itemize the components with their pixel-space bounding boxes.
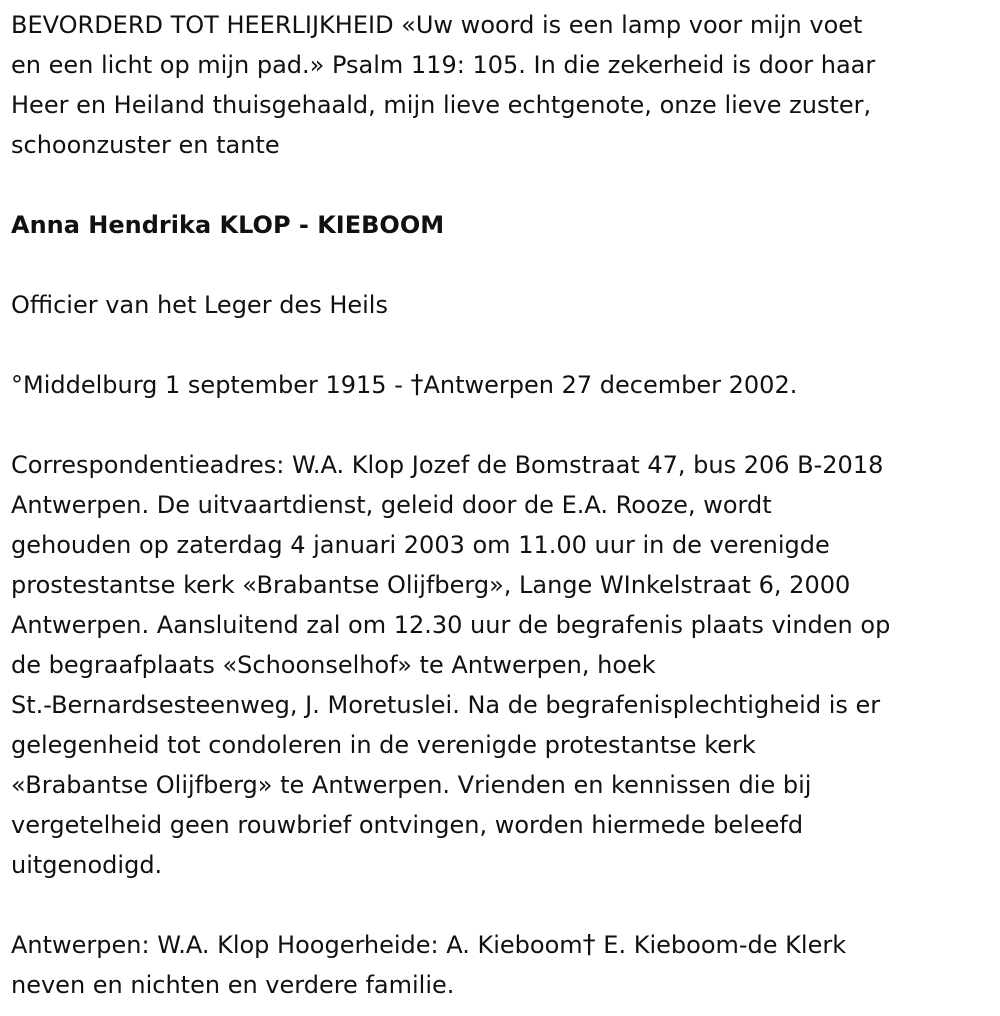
- details-line: St.-Bernardsesteenweg, J. Moretuslei. Na de begrafenisplechtigheid is er: [11, 691, 881, 719]
- death-date: Antwerpen 27 december 2002.: [423, 371, 798, 399]
- details-line: de begraafplaats «Schoonselhof» te Antwerpen, hoek: [11, 651, 656, 679]
- details-line: gehouden op zaterdag 4 januari 2003 om 11.00 uur in de verenigde: [11, 531, 830, 559]
- life-dates: [11, 365, 988, 405]
- spacer: [11, 405, 988, 445]
- intro-line: en een licht op mijn pad.» Psalm 119: 105. In die zekerheid is door haar: [11, 51, 876, 79]
- details-line: gelegenheid tot condoleren in de verenigde protestantse kerk: [11, 731, 756, 759]
- family-line: [11, 925, 988, 965]
- birth-symbol: °: [11, 371, 23, 399]
- intro-line: Heer en Heiland thuisgehaald, mijn lieve echtgenote, onze lieve zuster,: [11, 91, 872, 119]
- deceased-name: Anna Hendrika KLOP - KIEBOOM: [11, 211, 445, 239]
- details-line: Correspondentieadres: W.A. Klop Jozef de Bomstraat 47, bus 206 B-2018: [11, 451, 884, 479]
- family-line: neven en nichten en verdere familie.: [11, 971, 455, 999]
- details-line: vergetelheid geen rouwbrief ontvingen, worden hiermede beleefd: [11, 811, 804, 839]
- spacer: [11, 245, 988, 285]
- details-line: Antwerpen. Aansluitend zal om 12.30 uur de begrafenis plaats vinden op: [11, 611, 891, 639]
- birth-date: Middelburg 1 september 1915 -: [23, 371, 411, 399]
- cross-icon: †: [410, 370, 424, 400]
- details-line: «Brabantse Olijfberg» te Antwerpen. Vrienden en kennissen die bij: [11, 771, 812, 799]
- intro-line: schoonzuster en tante: [11, 131, 280, 159]
- details-line: Antwerpen. De uitvaartdienst, geleid door de E.A. Rooze, wordt: [11, 491, 772, 519]
- family-names-part1: Antwerpen: W.A. Klop Hoogerheide: A. Kieboom: [11, 931, 583, 959]
- family-names-part2: E. Kieboom-de Klerk: [595, 931, 847, 959]
- family-paragraph: [11, 925, 988, 1005]
- deceased-title: Officier van het Leger des Heils: [11, 291, 388, 319]
- details-line: uitgenodigd.: [11, 851, 163, 879]
- spacer: [11, 885, 988, 925]
- cross-icon: †: [582, 930, 596, 960]
- details-line: prostestantse kerk «Brabantse Olijfberg», Lange WInkelstraat 6, 2000: [11, 571, 851, 599]
- intro-paragraph: [11, 5, 988, 165]
- intro-line: BEVORDERD TOT HEERLIJKHEID «Uw woord is een lamp voor mijn voet: [11, 11, 863, 39]
- details-paragraph: [11, 445, 988, 885]
- spacer: [11, 325, 988, 365]
- spacer: [11, 165, 988, 205]
